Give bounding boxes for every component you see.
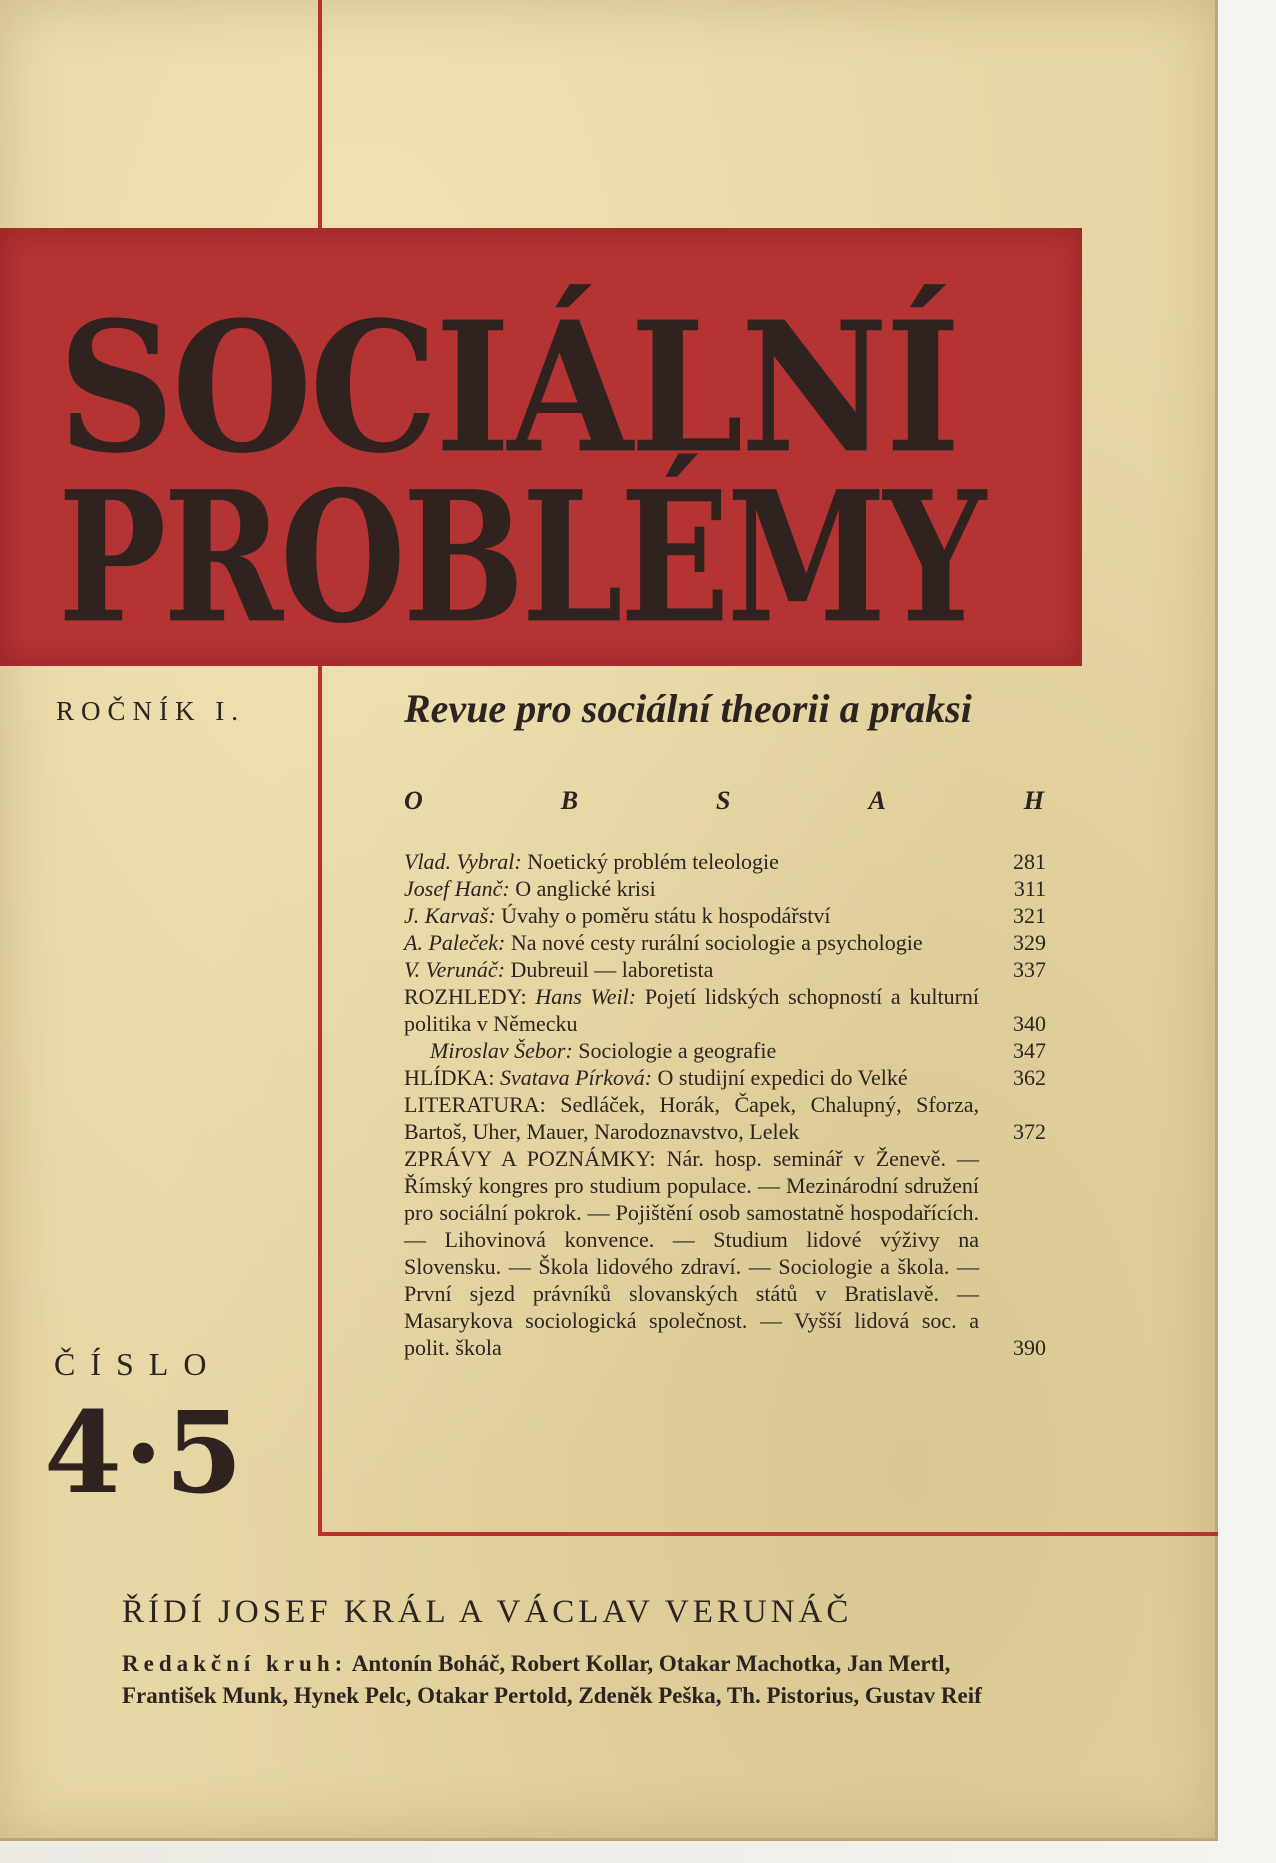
toc-entry [404, 1064, 1046, 1091]
toc-author: A. Paleček: [404, 930, 506, 955]
toc-entry [404, 848, 1046, 875]
toc-entry [404, 875, 1046, 902]
contents-heading [404, 786, 1044, 816]
editorial-circle-names: Antonín Boháč, Robert Kollar, Otakar Machotka, Jan Mertl, [351, 1651, 951, 1676]
toc-title: Dubreuil — laboretista [510, 957, 714, 982]
toc-title: Noetický problém teleologie [527, 849, 779, 874]
toc-entry [404, 983, 1046, 1037]
contents-heading-letter: H [1023, 786, 1044, 815]
toc-section-label: LITERATURA: [404, 1092, 546, 1117]
toc-page-number: 390 [1013, 1335, 1046, 1360]
contents-heading-letter: B [560, 786, 579, 815]
toc-entry [404, 1091, 1046, 1145]
editorial-circle-names: František Munk, Hynek Pelc, Otakar Pertold, Zdeněk Peška, Th. Pistorius, Gustav Reif [122, 1683, 982, 1708]
toc-page-number: 329 [1013, 930, 1046, 955]
toc-page-number: 337 [1013, 957, 1046, 982]
toc-title: Sedláček, Horák, Čapek, Chalupný, Sforza, Bartoš, Uher, Mauer, Narodoznavstvo, Lelek [404, 1092, 979, 1144]
toc-title: O studijní expedici do Velké [657, 1065, 908, 1090]
toc-entry [404, 1037, 1046, 1064]
contents-heading-letter: A [868, 786, 886, 815]
editorial-circle-label: Redakční kruh: [122, 1651, 348, 1676]
toc-author: J. Karvaš: [404, 903, 496, 928]
toc-entry [404, 1145, 1046, 1361]
issue-number: 4·5 [44, 1388, 245, 1519]
toc-page-number: 321 [1013, 903, 1046, 928]
red-horizontal-rule [318, 1532, 1218, 1536]
toc-title: Úvahy o poměru státu k hospodářství [501, 903, 831, 928]
issue-label: ČÍSLO [54, 1346, 222, 1382]
toc-page-number: 281 [1013, 849, 1046, 874]
toc-section-label: HLÍDKA: [404, 1065, 495, 1090]
table-of-contents [404, 848, 1046, 1361]
toc-title: Pojetí lidských schopností a kulturní politika v Německu [404, 984, 980, 1036]
contents-heading-letter: O [404, 786, 423, 815]
volume-label: ROČNÍK I. [56, 696, 245, 726]
journal-subtitle: Revue pro sociální theorii a praksi [404, 686, 972, 731]
toc-page-number: 372 [1013, 1119, 1046, 1144]
editors-line: ŘÍDÍ JOSEF KRÁL A VÁCLAV VERUNÁČ [122, 1594, 853, 1630]
toc-page-number: 311 [1013, 876, 1046, 901]
toc-author: Svatava Pírková: [499, 1065, 653, 1090]
title-line-1: SOCIÁLNÍ [58, 282, 958, 493]
toc-entry [404, 929, 1046, 956]
title-banner [0, 228, 1082, 666]
toc-author: V. Verunáč: [404, 957, 506, 982]
title-line-2: PROBLÉMY [58, 452, 984, 664]
toc-entry [404, 956, 1046, 983]
toc-title: Na nové cesty rurální sociologie a psychologie [510, 930, 923, 955]
toc-author: Miroslav Šebor: [430, 1038, 573, 1063]
contents-heading-letter: S [716, 786, 731, 815]
toc-title: Sociologie a geografie [578, 1038, 777, 1063]
toc-section-label: ZPRÁVY A POZNÁMKY: [404, 1146, 656, 1171]
editorial-circle [122, 1648, 1062, 1712]
toc-page-number: 347 [1013, 1038, 1046, 1063]
toc-page-number: 362 [1013, 1065, 1046, 1090]
toc-author: Josef Hanč: [404, 876, 510, 901]
toc-entry [404, 902, 1046, 929]
toc-section-label: ROZHLEDY: [404, 984, 527, 1009]
toc-author: Hans Weil: [535, 984, 637, 1009]
toc-page-number: 340 [1013, 1011, 1046, 1036]
toc-title: Nár. hosp. seminář v Ženevě. — Římský kongres pro studium populace. — Mezinárodní sdružení pro sociální pokrok. — Pojištění osob samostatně hospodařících. — Lihovinová konvence. — Studium lidové výživy na Slovensku. — Škola lidového zdraví. — Sociologie a škola. — První sjezd právníků slovanských států v Bratislavě. — Masarykova sociologická společnost. — Vyšší lidová soc. a polit. škola [404, 1146, 979, 1360]
toc-title: O anglické krisi [515, 876, 656, 901]
toc-author: Vlad. Vybral: [404, 849, 522, 874]
